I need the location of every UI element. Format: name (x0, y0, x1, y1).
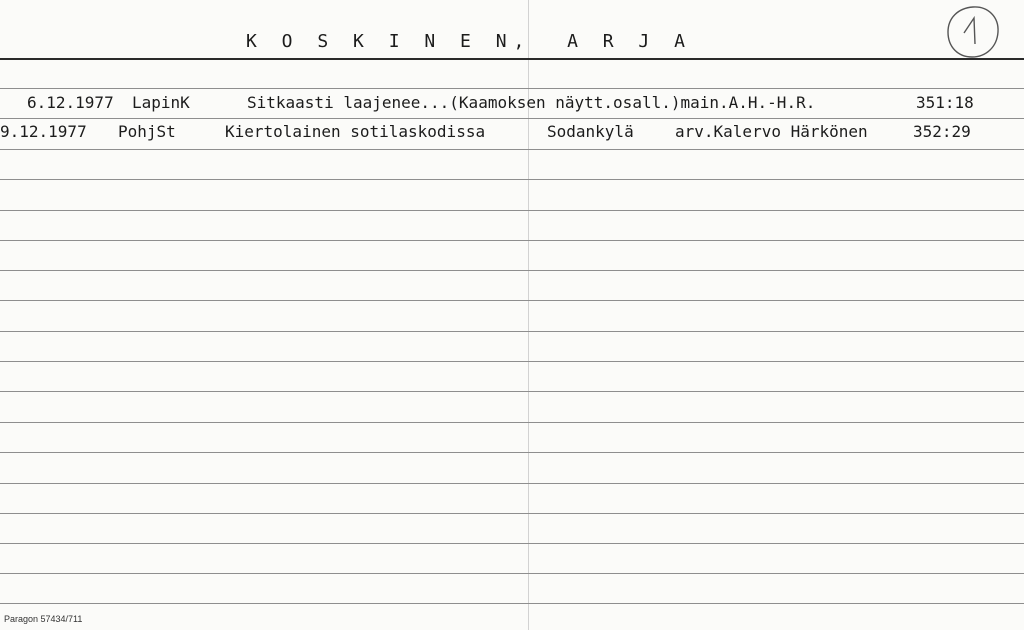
card-name-heading: K O S K I N E N, A R J A (246, 31, 692, 52)
ruled-line (0, 483, 1024, 484)
ruled-line (0, 240, 1024, 241)
entry-source: PohjSt (118, 122, 176, 141)
entry-reference: 351:18 (916, 93, 974, 112)
card-number-digit (964, 18, 975, 44)
card-number-circle (948, 7, 998, 57)
entry-date: 9.12.1977 (0, 122, 87, 141)
ruled-line (0, 331, 1024, 332)
ruled-line (0, 361, 1024, 362)
printer-mark: Paragon 57434/711 (4, 614, 83, 624)
ruled-line (0, 270, 1024, 271)
entry-reviewer: arv.Kalervo Härkönen (675, 122, 868, 141)
entry-date: 6.12.1977 (27, 93, 114, 112)
ruled-line (0, 603, 1024, 604)
ruled-line (0, 210, 1024, 211)
ruled-line (0, 88, 1024, 89)
ruled-line (0, 179, 1024, 180)
ruled-line (0, 543, 1024, 544)
ruled-line (0, 391, 1024, 392)
entry-source: LapinK (132, 93, 190, 112)
ruled-line (0, 300, 1024, 301)
ruled-line (0, 118, 1024, 119)
ruled-line (0, 513, 1024, 514)
ruled-line (0, 149, 1024, 150)
ruled-line (0, 422, 1024, 423)
handwritten-card-number (944, 4, 1002, 60)
entry-title: Kiertolainen sotilaskodissa (225, 122, 486, 141)
entry-reference: 352:29 (913, 122, 971, 141)
entry-title: Sitkaasti laajenee...(Kaamoksen näytt.osall.)main.A.H.-H.R. (247, 93, 816, 112)
entry-place: Sodankylä (547, 122, 634, 141)
ruled-line (0, 573, 1024, 574)
header-rule (0, 58, 1024, 60)
ruled-line (0, 452, 1024, 453)
